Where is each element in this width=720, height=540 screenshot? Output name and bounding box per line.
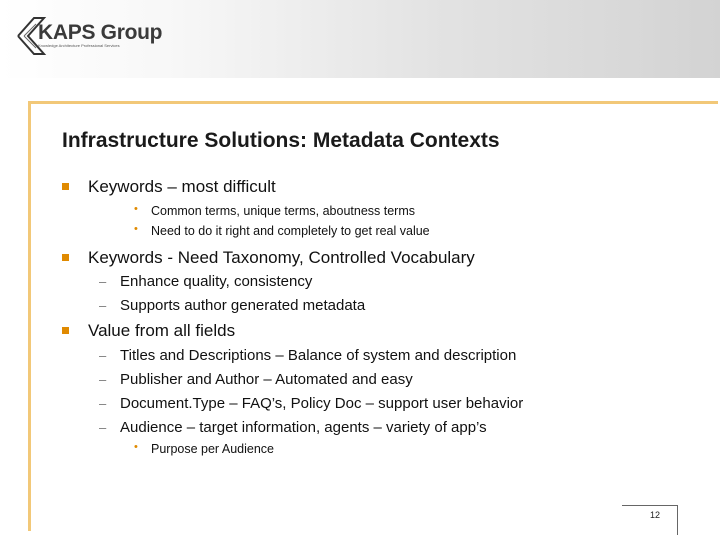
slide-frame	[28, 101, 718, 531]
bullet-3-sub-3: Document.Type – FAQ’s, Policy Doc – support user behavior	[120, 395, 524, 412]
bullet-3-sub-1: Titles and Descriptions – Balance of system and description	[120, 347, 517, 364]
slide-title: Infrastructure Solutions: Metadata Contexts	[62, 129, 500, 152]
bullet-dash-icon: –	[99, 396, 107, 411]
bullet-square-icon	[62, 327, 69, 334]
bullet-dash-icon: –	[99, 420, 107, 435]
bullet-2-sub-2: Supports author generated metadata	[120, 297, 366, 314]
bullet-square-icon	[62, 183, 69, 190]
bullet-dash-icon: –	[99, 372, 107, 387]
bullet-dot-icon: •	[134, 441, 138, 453]
bullet-1-sub-1: Common terms, unique terms, aboutness terms	[151, 204, 415, 218]
page-number: 12	[650, 510, 661, 520]
bullet-square-icon	[62, 254, 69, 261]
bullet-2: Keywords - Need Taxonomy, Controlled Vocabulary	[88, 248, 475, 267]
bullet-3-sub-2: Publisher and Author – Automated and easy	[120, 371, 413, 388]
logo-tagline: Knowledge Architecture Professional Services	[38, 43, 120, 48]
bullet-dot-icon: •	[134, 203, 138, 215]
bullet-dash-icon: –	[99, 274, 107, 289]
bullet-3-sub-4: Audience – target information, agents – variety of app’s	[120, 419, 487, 436]
bullet-3: Value from all fields	[88, 321, 236, 340]
bullet-1: Keywords – most difficult	[88, 177, 276, 196]
bullet-dot-icon: •	[134, 223, 138, 235]
logo-name: KAPS Group	[38, 21, 163, 44]
bullet-2-sub-1: Enhance quality, consistency	[120, 273, 313, 290]
bullet-dash-icon: –	[99, 348, 107, 363]
bullet-3-subsub-1: Purpose per Audience	[151, 442, 275, 456]
bullet-1-sub-2: Need to do it right and completely to get real value	[151, 224, 430, 238]
bullet-dash-icon: –	[99, 298, 107, 313]
